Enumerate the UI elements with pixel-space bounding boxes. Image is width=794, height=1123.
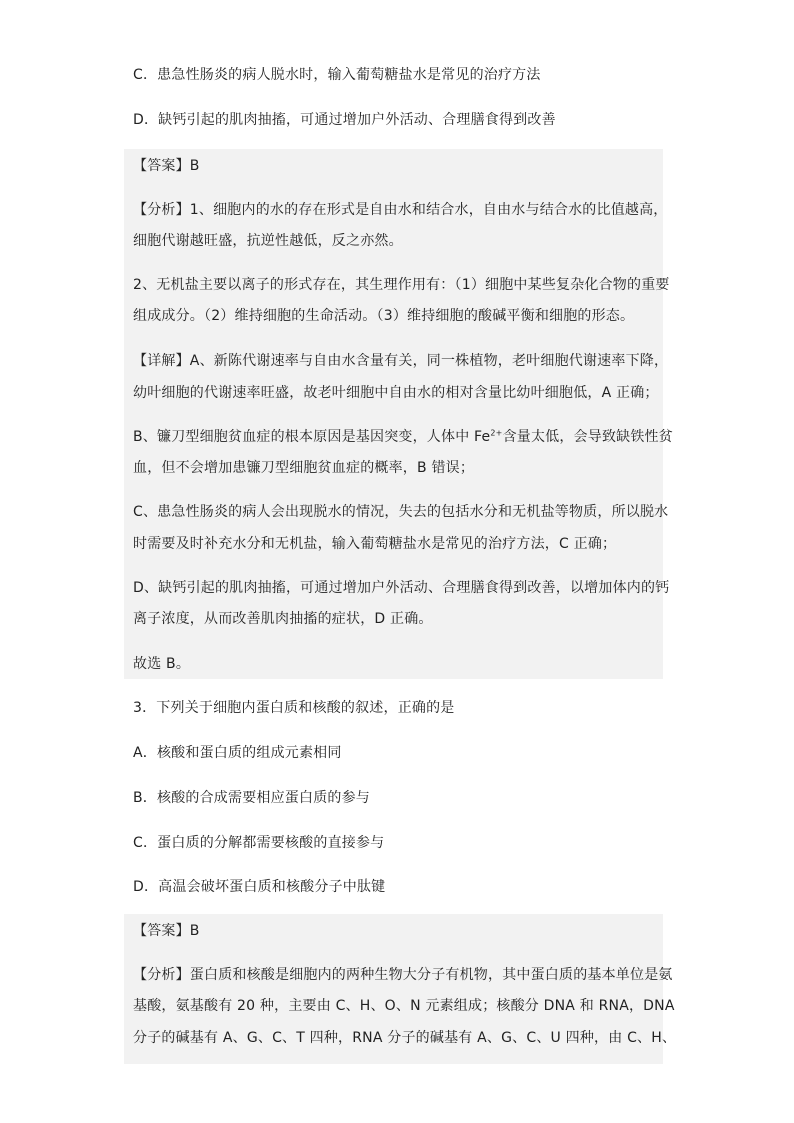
detail-line: 时需要及时补充水分和无机盐，输入葡萄糖盐水是常见的治疗方法，C 正确； [133, 536, 617, 552]
detail-line: 【详解】A、新陈代谢速率与自由水含量有关，同一株植物，老叶细胞代谢速率下降， [133, 353, 669, 369]
answer-label: 【答案】B [133, 923, 200, 939]
detail-line: 血，但不会增加患镰刀型细胞贫血症的概率，B 错误； [133, 460, 475, 476]
detail-line: C、患急性肠炎的病人会出现脱水的情况，失去的包括水分和无机盐等物质，所以脱水 [133, 504, 669, 520]
option-c: C．患急性肠炎的病人脱水时，输入葡萄糖盐水是常见的治疗方法 [133, 67, 541, 83]
analysis-line: 【分析】1、细胞内的水的存在形式是自由水和结合水，自由水与结合水的比值越高， [133, 202, 668, 218]
detail-line: D、缺钙引起的肌肉抽搐，可通过增加户外活动、合理膳食得到改善，以增加体内的钙 [133, 580, 670, 596]
conclusion: 故选 B。 [133, 656, 191, 672]
detail-text: 含量太低，会导致缺铁性贫 [502, 429, 673, 445]
analysis-line: 细胞代谢越旺盛，抗逆性越低，反之亦然。 [133, 233, 403, 249]
analysis-line: 基酸，氨基酸有 20 种，主要由 C、H、O、N 元素组成；核酸分 DNA 和 RNA，DNA [133, 998, 675, 1014]
detail-line [133, 428, 673, 446]
analysis-line: 组成成分。（2）维持细胞的生命活动。（3）维持细胞的酸碱平衡和细胞的形态。 [133, 308, 635, 324]
answer-label: 【答案】B [133, 158, 200, 174]
question-stem: 3．下列关于细胞内蛋白质和核酸的叙述，正确的是 [133, 700, 455, 716]
detail-line: 离子浓度，从而改善肌肉抽搐的症状，D 正确。 [133, 611, 433, 627]
detail-line: 幼叶细胞的代谢速率旺盛，故老叶细胞中自由水的相对含量比幼叶细胞低，A 正确； [133, 385, 659, 401]
option-c: C．蛋白质的分解都需要核酸的直接参与 [133, 835, 385, 851]
answer-block-1-background [124, 149, 663, 679]
detail-text: B、镰刀型细胞贫血症的根本原因是基因突变，人体中 Fe [133, 429, 491, 445]
analysis-line: 分子的碱基有 A、G、C、T 四种，RNA 分子的碱基有 A、G、C、U 四种，由 C、H、 [133, 1030, 677, 1046]
superscript-charge: 2+ [490, 428, 503, 438]
option-d: D．高温会破坏蛋白质和核酸分子中肽键 [133, 879, 386, 895]
analysis-line: 【分析】蛋白质和核酸是细胞内的两种生物大分子有机物，其中蛋白质的基本单位是氨 [133, 967, 673, 983]
option-d: D．缺钙引起的肌肉抽搐，可通过增加户外活动、合理膳食得到改善 [133, 112, 556, 128]
analysis-line: 2、无机盐主要以离子的形式存在，其生理作用有：（1）细胞中某些复杂化合物的重要 [133, 277, 670, 293]
option-b: B．核酸的合成需要相应蛋白质的参与 [133, 790, 371, 806]
option-a: A．核酸和蛋白质的组成元素相同 [133, 745, 342, 761]
